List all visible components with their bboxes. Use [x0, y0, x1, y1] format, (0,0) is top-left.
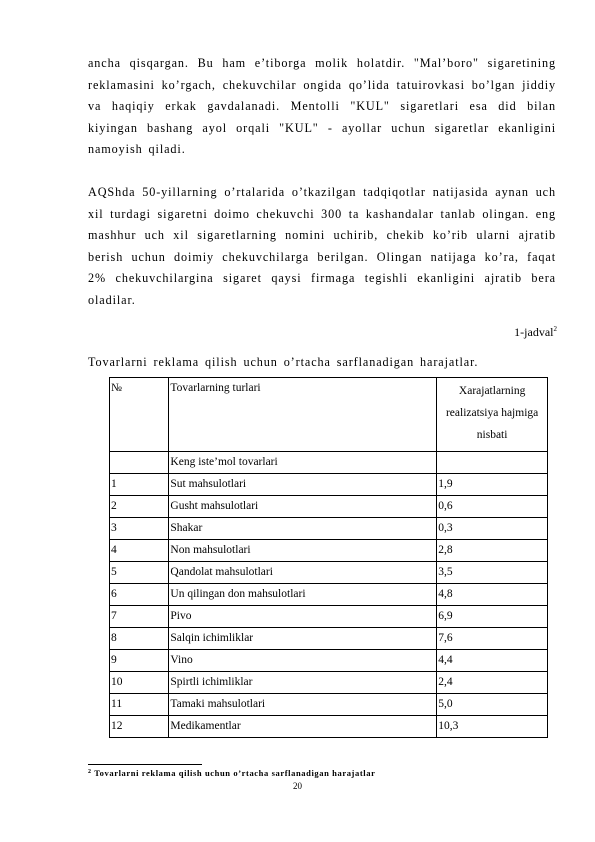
table-row [110, 518, 548, 540]
group-cell-value [437, 452, 548, 474]
header-number: № [110, 378, 169, 452]
row-expense-ratio: 3,5 [437, 562, 548, 584]
row-expense-ratio: 7,6 [437, 628, 548, 650]
table-row [110, 628, 548, 650]
row-number: 9 [110, 650, 169, 672]
table-row [110, 562, 548, 584]
group-cell-label: Keng iste’mol tovarlari [169, 452, 437, 474]
row-goods-type: Sut mahsulotlari [169, 474, 437, 496]
row-number: 12 [110, 716, 169, 738]
row-expense-ratio: 0,3 [437, 518, 548, 540]
row-goods-type: Shakar [169, 518, 437, 540]
table-row [110, 606, 548, 628]
row-goods-type: Spirtli ichimliklar [169, 672, 437, 694]
footnote-reference: 2 [553, 325, 557, 333]
table-caption: Tovarlarni reklama qilish uchun o’rtacha sarflanadigan harajatlar. [88, 355, 479, 369]
table-row [110, 496, 548, 518]
row-expense-ratio: 2,4 [437, 672, 548, 694]
row-number: 6 [110, 584, 169, 606]
expenses-table [109, 377, 548, 738]
table-group-row [110, 452, 548, 474]
table-row [110, 694, 548, 716]
group-cell-number [110, 452, 169, 474]
row-goods-type: Tamaki mahsulotlari [169, 694, 437, 716]
row-goods-type: Non mahsulotlari [169, 540, 437, 562]
row-number: 3 [110, 518, 169, 540]
footnote-divider [88, 764, 202, 765]
row-goods-type: Gusht mahsulotlari [169, 496, 437, 518]
table-row [110, 540, 548, 562]
table-row [110, 672, 548, 694]
row-number: 8 [110, 628, 169, 650]
row-number: 7 [110, 606, 169, 628]
table-label-text: 1-jadval [514, 325, 554, 339]
page-number: 20 [293, 781, 302, 791]
table-row [110, 584, 548, 606]
row-number: 5 [110, 562, 169, 584]
row-number: 1 [110, 474, 169, 496]
footnote-marker: 2 [88, 769, 92, 775]
row-goods-type: Un qilingan don mahsulotlari [169, 584, 437, 606]
row-goods-type: Pivo [169, 606, 437, 628]
row-expense-ratio: 4,4 [437, 650, 548, 672]
row-expense-ratio: 6,9 [437, 606, 548, 628]
row-number: 2 [110, 496, 169, 518]
row-expense-ratio: 0,6 [437, 496, 548, 518]
row-number: 10 [110, 672, 169, 694]
footnote [88, 767, 558, 779]
row-number: 11 [110, 694, 169, 716]
table-body [110, 452, 548, 738]
table-row [110, 716, 548, 738]
table-label [514, 322, 557, 339]
footnote-text: Tovarlarni reklama qilish uchun o’rtacha sarflanadigan harajatlar [94, 768, 376, 778]
row-expense-ratio: 10,3 [437, 716, 548, 738]
header-expense-ratio: Xarajatlarning realizatsiya hajmiga nisbati [437, 378, 548, 452]
row-number: 4 [110, 540, 169, 562]
paragraph-2: AQShda 50-yillarning o’rtalarida o’tkazilgan tadqiqotlar natijasida aynan uch xil turdagi sigaretni doimo chekuvchi 300 ta kashandalar tanlab olingan. eng mashhur uch xil sigaretlarning nomini uchirib, chekib ko’rib ularni ajratib berish uchun doimiy chekuvchilarga berilgan. Olingan natijaga ko’ra, faqat 2% chekuvchilargina sigaret qaysi firmaga tegishli ekanligini ajratib bera oladilar. [88, 185, 556, 307]
row-expense-ratio: 5,0 [437, 694, 548, 716]
table-row [110, 474, 548, 496]
row-goods-type: Vino [169, 650, 437, 672]
row-goods-type: Qandolat mahsulotlari [169, 562, 437, 584]
row-expense-ratio: 4,8 [437, 584, 548, 606]
row-goods-type: Salqin ichimliklar [169, 628, 437, 650]
table-header-row [110, 378, 548, 452]
row-goods-type: Medikamentlar [169, 716, 437, 738]
header-goods-type: Tovarlarning turlari [169, 378, 437, 452]
paragraph-1: ancha qisqargan. Bu ham e’tiborga molik holatdir. "Mal’boro" sigaretining reklamasini ko’rgach, chekuvchilar ongida qo’lida tatuirovkasi bo’lgan jiddiy va haqiqiy erkak gavdalanadi. Mentolli "KUL" sigaretlari esa did bilan kiyingan bashang ayol orqali "KUL" - ayollar uchun sigaretlar ekanligini namoyish qiladi. [88, 56, 556, 156]
row-expense-ratio: 1,9 [437, 474, 548, 496]
table-row [110, 650, 548, 672]
row-expense-ratio: 2,8 [437, 540, 548, 562]
